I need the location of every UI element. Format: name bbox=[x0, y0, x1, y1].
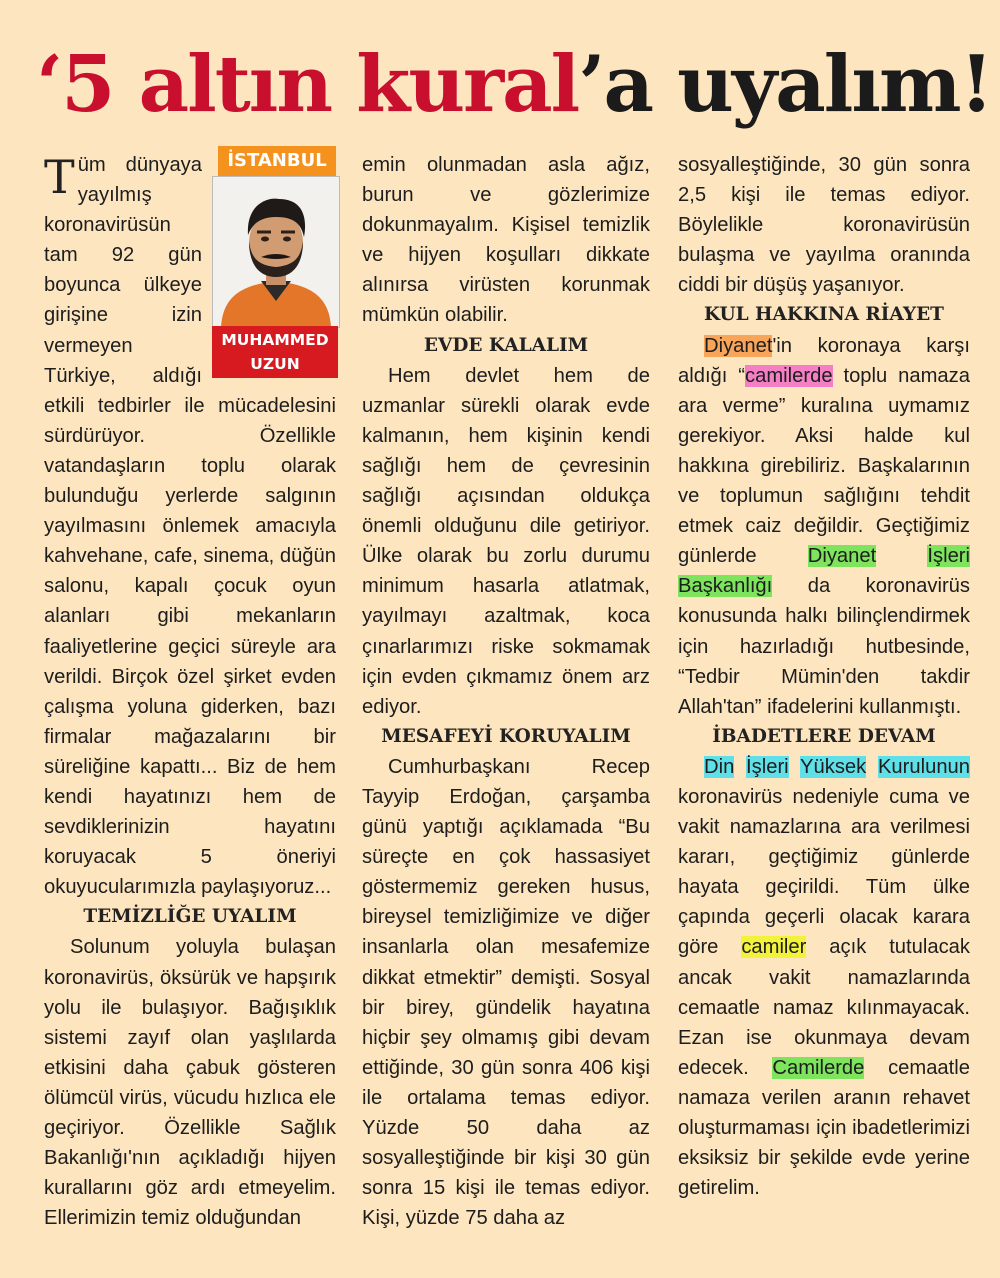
section-text-mesafe-continued: sosyalleştiğinde, 30 gün sonra 2,5 kişi ile temas ediyor. Böylelikle koronavirüsün bulaşma ve yayılma oranında ciddi bir düşüş yaşanıyor. bbox=[678, 154, 970, 297]
highlight-camiler: camiler bbox=[741, 936, 807, 959]
author-box bbox=[210, 146, 340, 378]
section-text-temizlik-continued: emin olunmadan asla ağız, burun ve gözlerimize dokunmayalım. Kişisel temizlik ve hijyen koşulları dikkate alınırsa virüsten korunmak mümkün olabilir. bbox=[362, 154, 650, 327]
highlight-camilerde-2: Camilerde bbox=[772, 1056, 865, 1079]
column-3 bbox=[678, 150, 970, 1203]
headline-red-part: 5 altın kural bbox=[61, 39, 579, 130]
headline bbox=[36, 30, 992, 140]
highlight-kurulunun: Kurulunun bbox=[877, 755, 971, 778]
highlight-isleri: İşleri bbox=[927, 545, 970, 568]
author-portrait-icon bbox=[213, 177, 339, 327]
headline-quote-open: ‘ bbox=[36, 39, 62, 130]
section-heading-mesafe: MESAFEYİ KORUYALIM bbox=[381, 725, 631, 747]
highlight-isleri-2: İşleri bbox=[746, 755, 789, 778]
highlight-diyanet-2: Diyanet bbox=[807, 545, 877, 568]
headline-rest: a uyalım! bbox=[603, 39, 992, 130]
highlight-din: Din bbox=[704, 755, 735, 778]
section-heading-evde: EVDE KALALIM bbox=[423, 334, 589, 356]
author-name-line2: UZUN bbox=[250, 355, 300, 373]
author-city-label: İSTANBUL bbox=[218, 146, 336, 176]
highlight-baskanligi: Başkanlığı bbox=[678, 575, 773, 598]
author-name-line1: MUHAMMED bbox=[221, 331, 329, 349]
section-heading-kul-hakki: KUL HAKKINA RİAYET bbox=[704, 304, 944, 326]
section-heading-temizlik: TEMİZLİĞE UYALIM bbox=[83, 906, 297, 928]
column-2 bbox=[362, 150, 650, 1233]
column-1 bbox=[44, 150, 336, 1233]
author-name bbox=[212, 326, 338, 378]
section-text-mesafe: Cumhurbaşkanı Recep Tayyip Erdoğan, çarşamba günü yaptığı açıklamada “Bu süreçte en çok hassasiyet göstermemiz gereken husus, bireysel temizliğimize ve diğer insanlarla olan mesafemize dikkat etmektir” demişti. Sosyal bir birey, gündelik hayatına hiçbir şey olmamış gibi devam ettiğinde, 30 gün sonra 406 kişi ile ortalama temas ediyor. Yüzde 50 daha az sosyalleştiğinde bir kişi 30 gün sonra 15 kişi ile temas ediyor. Kişi, yüzde 75 daha az bbox=[362, 755, 650, 1230]
intro-text: üm dünyaya yayılmış koronavirüsün tam 92 gün boyunca ülkeye girişine izin vermeyen Türkiye, aldığı etkili tedbirler ile mücadelesini sürdürüyor. Özellikle vatandaşların toplu olarak bulunduğu yerlerde salgının yayılmasını önlemek amacıyla kahvehane, cafe, sinema, düğün salonu, kapalı çocuk oyun alanları gibi mekanların faaliyetlerine geçici süreyle ara verildi. Birçok özel şirket evden çalışma yoluna giderken, bazı firmalar mağazalarını bir süreliğine kapattı... Biz de hem kendi hayatınızı hem de sevdiklerinizin hayatını koruyacak 5 öneriyi okuyucularımızla paylaşıyoruz... bbox=[44, 154, 336, 899]
section-text-ibadet: Din İşleri Yüksek Kurulunun koronavirüs nedeniyle cuma ve vakit namazlarına ara verilmesi kararı, geçtiğimiz günlerde hayata geçirildi. Tüm ülke çapında geçerli olacak karara göre camiler açık tutulacak ancak vakit namazlarında cemaatle namaz kılınmayacak. Ezan ise okunmaya devam edecek. Camilerde cemaatle namaza verilen aranın rehavet oluşturmaması için ibadetlerimizi eksiksiz bir şekilde evde yerine getirelim. bbox=[678, 755, 971, 1200]
highlight-yuksek: Yüksek bbox=[800, 755, 867, 778]
author-photo bbox=[212, 176, 340, 328]
highlight-diyanet: Diyanet bbox=[704, 334, 773, 357]
drop-cap: T bbox=[44, 150, 75, 204]
section-text-kul-hakki: Diyanet'in koronaya karşı aldığı “camilerde toplu namaza ara verme” kuralına uymamız gerekiyor. Aksi halde kul hakkına girebiliriz. Başkalarının ve toplumun sağlığını tehdit etmek caiz değildir. Geçtiğimiz günlerde Diyanet İşleri Başkanlığı da koronavirüs konusunda halkı bilinçlendirmek için hazırladığı hutbesinde, “Tedbir Mümin'den takdir Allah'tan” ifadelerini kullanmıştı. bbox=[678, 334, 970, 718]
section-text-temizlik: Solunum yoluyla bulaşan koronavirüs, öksürük ve hapşırık yolu ile bulaşıyor. Bağışıklık sistemi zayıf olan yaşlılarda etkisini daha çabuk gösteren ölümcül virüs, vücudu hızlıca ele geçiriyor. Özellikle Sağlık Bakanlığı'nın açıkladığı hijyen kurallarını göz ardı etmeyelim. Ellerimizin temiz olduğundan bbox=[44, 936, 336, 1230]
section-text-evde: Hem devlet hem de uzmanlar sürekli olarak evde kalmanın, hem kişinin kendi sağlığı hem de çevresinin sağlığı açısından oldukça önemli olduğunu dile getiriyor. Ülke olarak bu zorlu durumu minimum hasarla atlatmak, yayılmayı azaltmak, koca çınarlarımızı riske sokmamak için evden çıkmamız önem arz ediyor. bbox=[362, 364, 650, 718]
highlight-camilerde: camilerde bbox=[745, 364, 833, 387]
section-heading-ibadet: İBADETLERE DEVAM bbox=[712, 725, 936, 747]
headline-quote-close: ’ bbox=[578, 39, 604, 130]
